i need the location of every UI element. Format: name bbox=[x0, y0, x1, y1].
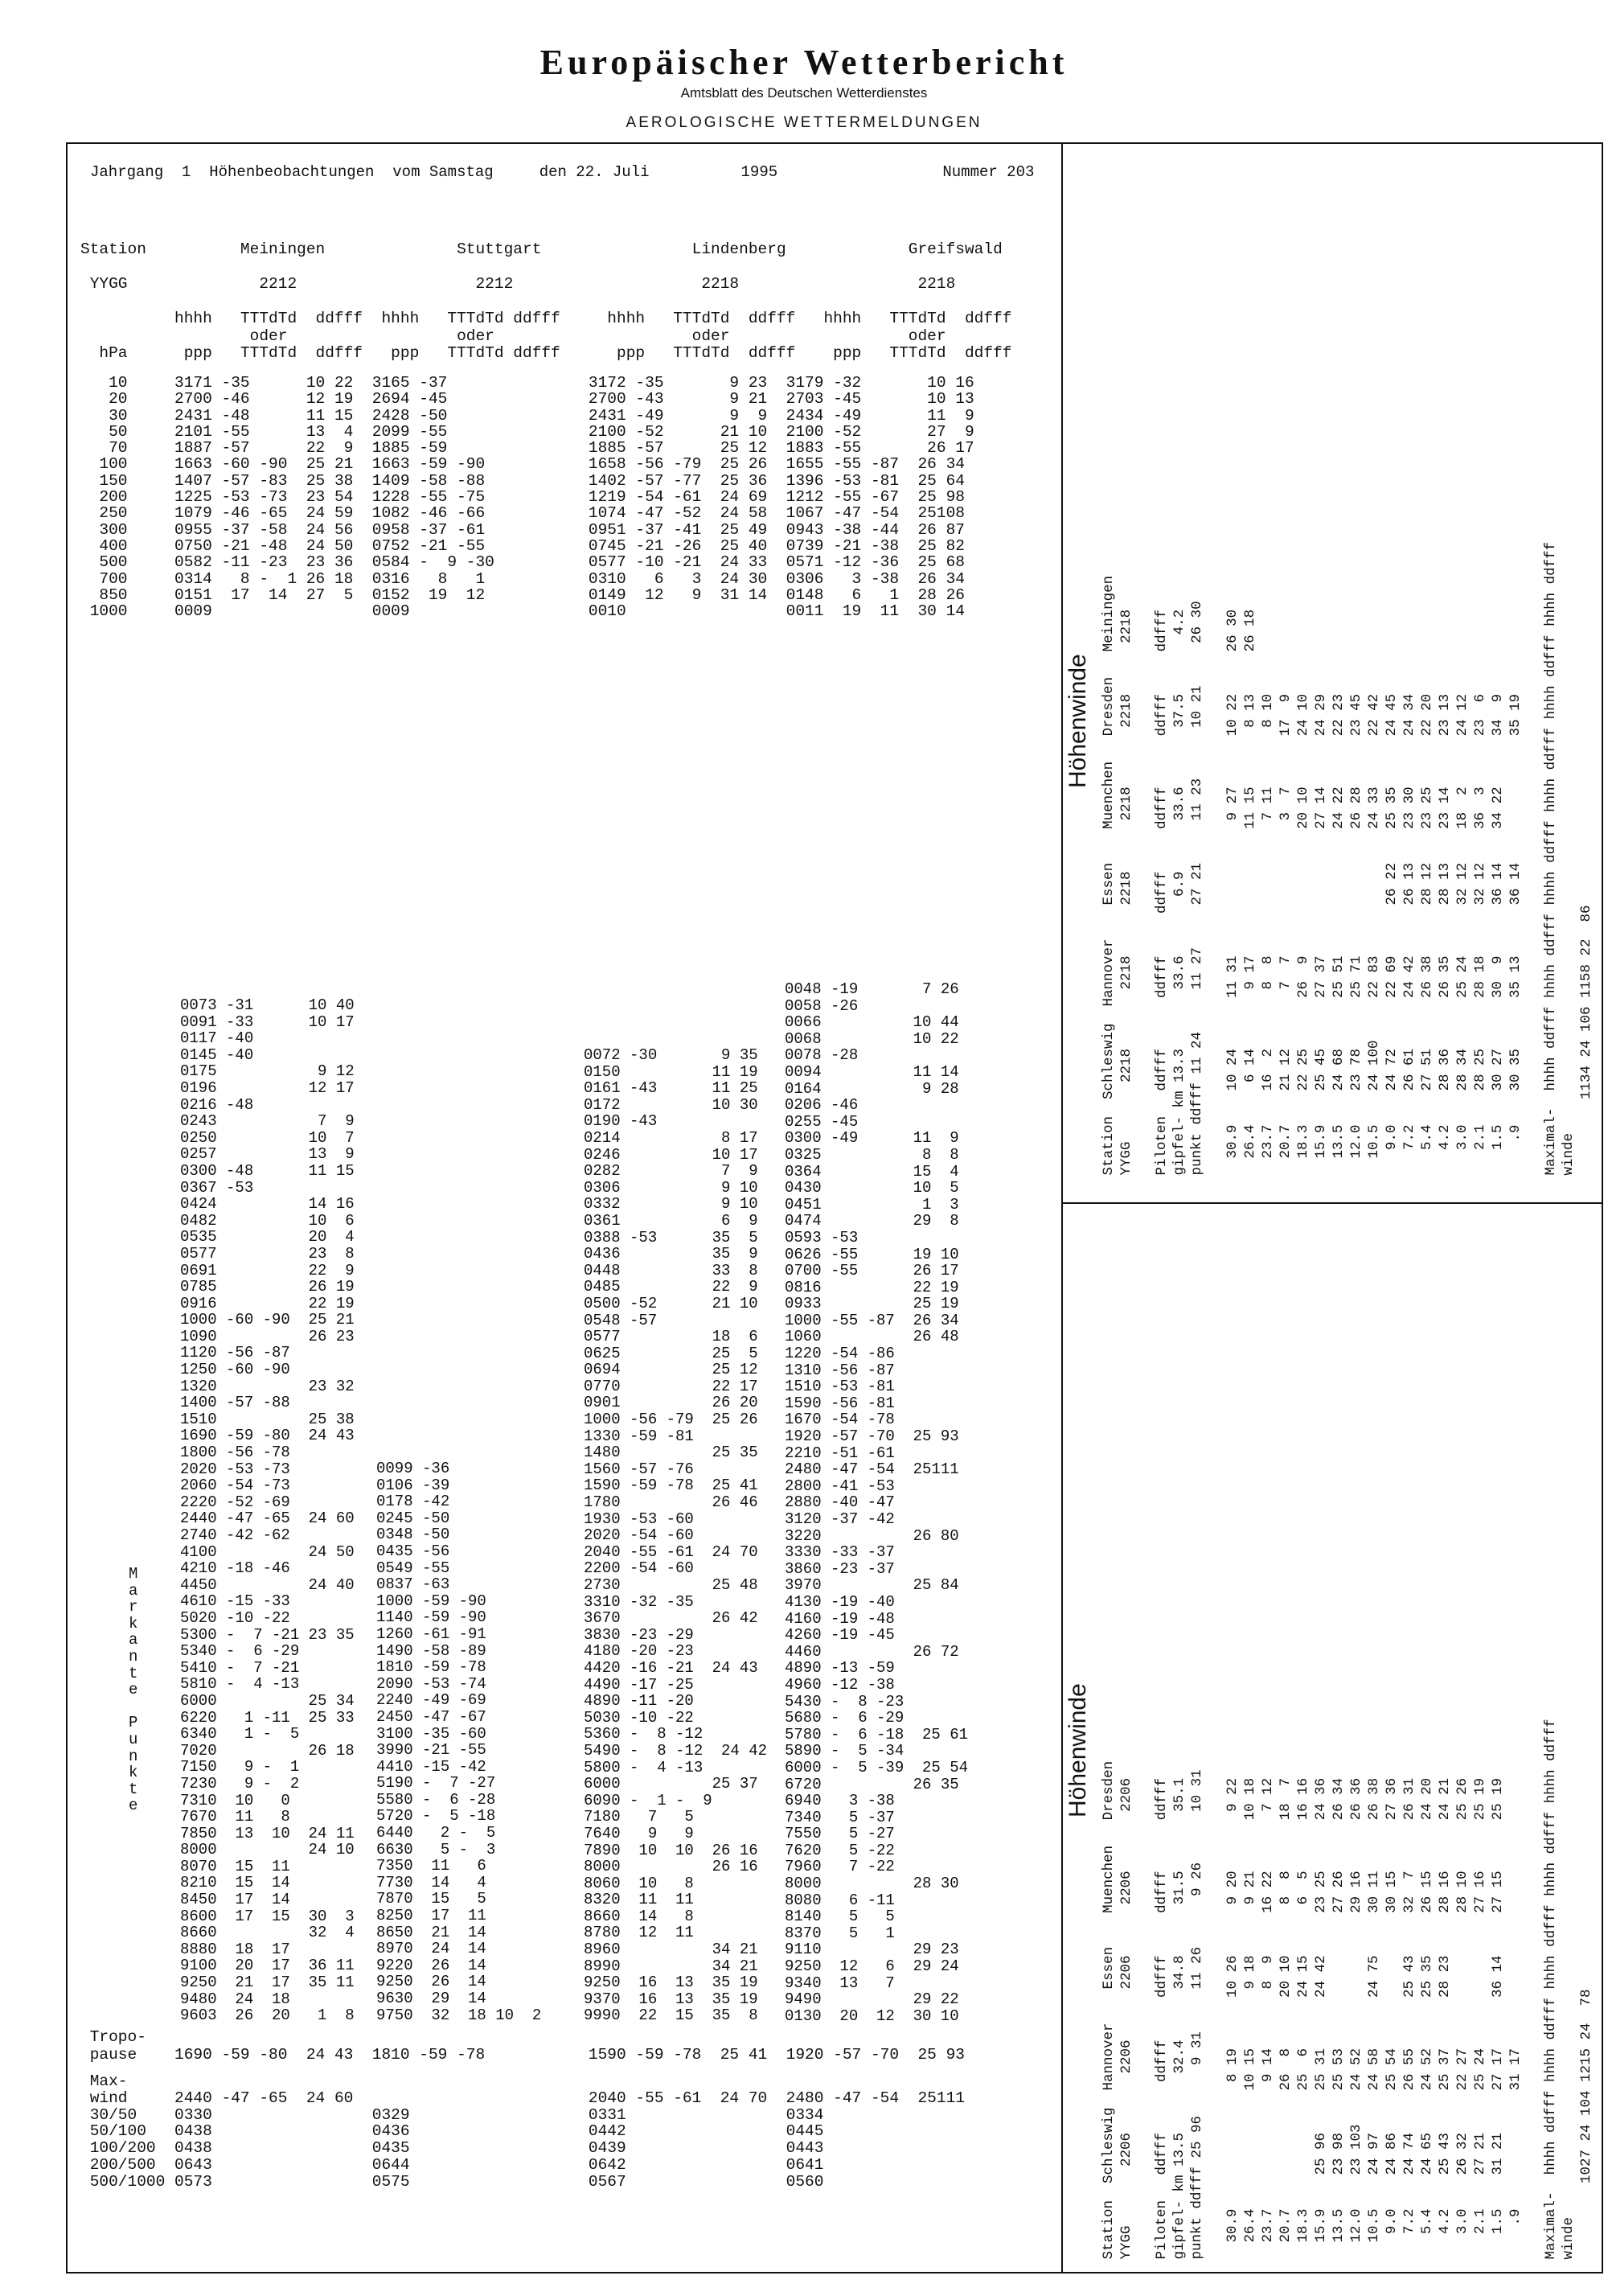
upper-winds-label-bottom: Höhenwinde bbox=[1064, 1683, 1091, 1817]
upper-winds-label-top: Höhenwinde bbox=[1064, 654, 1091, 788]
standard-levels: 10 3171 -35 10 22 3165 -37 3172 -35 9 23 3179 -32 10 16 20 2700 -46 12 19 2694 -45 2700 -43 9 21 2703 -45 10 13 30 2431 -48 11 15 2428 -50 2431 -49 9 9 2434 -49 11 9 50 2101 -55 13 4 2099 -55 2100 -52 21 10 2100 -52 27 9 70 1887 -57 22 9 1885 -59 1885 -57 25 12 1883 -55 26 17 100 1663 -60 -90 25 21 1663 -59 -90 1658 -56 -79 25 26 1655 -55 -87 26 34 150 1407 -57 -83 25 38 1409 -58 -88 1402 -57 -77 25 36 1396 -53 -81 25 64 200 1225 -53 -73 23 54 1228 -55 -75 1219 -54 -61 24 69 1212 -55 -67 25 98 250 1079 -46 -65 24 59 1082 -46 -66 1074 -47 -52 24 58 1067 -47 -54 25108 300 0955 -37 -58 24 56 0958 -37 -61 0951 -37 -41 25 49 0943 -38 -44 26 87 400 0750 -21 -48 24 50 0752 -21 -55 0745 -21 -26 25 40 0739 -21 -38 25 82 500 0582 -11 -23 23 36 0584 - 9 -30 0577 -10 -21 24 33 0571 -12 -36 25 68 700 0314 8 - 1 26 18 0316 8 1 0310 6 3 24 30 0306 3 -38 26 34 850 0151 17 14 27 5 0152 19 12 0149 12 9 31 14 0148 6 1 28 26 1000 0009 0009 0010 0011 19 11 30 14 bbox=[89, 374, 974, 621]
max-wind-rows: Max- wind 2440 -47 -65 24 60 2040 -55 -61 24 70 2480 -47 -54 25111 30/50 0330 0329 0331 0334 50/100 0438 0436 0442 0445 100/200 0438 0435 0439 0443 200/500 0643 0644 0642 0641 500/1000 0573 0575 0567 0560 bbox=[89, 2072, 965, 2191]
significant-points-label: M a r k a n t e P u n k t e bbox=[129, 1565, 138, 1815]
page-title: Europäischer Wetterbericht bbox=[539, 43, 1069, 82]
significant-points-greifswald: 0048 -19 7 26 0058 -26 0066 10 44 0068 10 22 0078 -28 0094 11 14 0164 9 28 0206 -46 0255 -45 0300 -49 11 9 0325 8 8 0364 15 4 0430 10 5 0451 1 3 0474 29 8 0593 -53 0626 -55 19 10 0700 -55 26 17 0816 22 19 0933 25 19 1000 -55 -87 26 34 1060 26 48 1220 -54 -86 1310 -56 -87 1510 -53 -81 1590 -56 -81 1670 -54 -78 1920 -57 -70 25 93 2210 -51 -61 2480 -47 -54 25111 2800 -41 -53 2880 -40 -47 3120 -37 -42 3220 26 80 3330 -33 -37 3860 -23 -37 3970 25 84 4130 -19 -40 4160 -19 -48 4260 -19 -45 4460 26 72 4890 -13 -59 4960 -12 -38 5430 - 8 -23 5680 - 6 -29 5780 - 6 -18 25 61 5890 - 5 -34 6000 - 5 -39 25 54 6720 26 35 6940 3 -38 7340 5 -37 7550 5 -27 7620 5 -22 7960 7 -22 8000 28 30 8080 6 -11 8140 5 5 8370 5 1 9110 29 23 9250 12 6 29 24 9340 13 7 9490 29 22 0130 20 12 30 10 bbox=[785, 980, 969, 2025]
divider-horizontal bbox=[1061, 1202, 1603, 1204]
upper-winds-table-bottom bbox=[1100, 1719, 1595, 2268]
divider-vertical bbox=[1061, 142, 1063, 2273]
upper-winds-table-top bbox=[1100, 542, 1595, 1184]
significant-points-lindenberg: 0072 -30 9 35 0150 11 19 0161 -43 11 25 0172 10 30 0190 -43 0214 8 17 0246 10 17 0282 7 9 0306 9 10 0332 9 10 0361 6 9 0388 -53 35 5 0436 35 9 0448 33 8 0485 22 9 0500 -52 21 10 0548 -57 0577 18 6 0625 25 5 0694 25 12 0770 22 17 0901 26 20 1000 -56 -79 25 26 1330 -59 -81 1480 25 35 1560 -57 -76 1590 -59 -78 25 41 1780 26 46 1930 -53 -60 2020 -54 -60 2040 -55 -61 24 70 2200 -54 -60 2730 25 48 3310 -32 -35 3670 26 42 3830 -23 -29 4180 -20 -23 4420 -16 -21 24 43 4490 -17 -25 4890 -11 -20 5030 -10 -22 5360 - 8 -12 5490 - 8 -12 24 42 5800 - 4 -13 6000 25 37 6090 - 1 - 9 7180 7 5 7640 9 9 7890 10 10 26 16 8000 26 16 8060 10 8 8320 11 11 8660 14 8 8780 12 11 8960 34 21 8990 34 21 9250 16 13 35 19 9370 16 13 35 19 9990 22 15 35 8 bbox=[584, 1046, 768, 2025]
upper-winds-top-text: Station Schleswig Hannover Essen Muenchen Dresden Meiningen YYGG 2218 2218 2218 2218 2218 2218 Piloten ddfff ddfff ddfff ddfff ddfff ddfff gipfel- km 13.3 33.6 6.9 33.6 37.5 4.2 punkt ddfff 11 24 11 27 27 21 11 23 10 21 26 30 30.9 10 24 11 31 9 27 10 22 26 30 26.4 6 14 9 17 11 15 8 13 26 18 23.7 16 2 8 8 7 11 8 10 20.7 21 12 7 7 3 7 17 9 18.3 22 25 26 9 20 10 24 10 15.9 25 45 27 37 27 14 24 29 13.5 24 68 25 51 24 22 22 23 12.0 23 78 25 71 26 28 23 45 10.5 24 100 22 83 24 33 22 42 9.0 24 72 22 69 26 22 25 35 24 45 7.2 26 61 24 42 26 13 23 30 24 34 5.4 27 51 26 38 28 12 23 25 22 20 4.2 28 36 26 35 28 13 23 14 23 13 3.0 28 34 25 24 32 12 18 2 24 12 2.1 28 25 28 18 32 12 36 3 23 6 1.5 30 27 30 9 36 14 34 22 34 9 .9 30 35 35 13 36 14 35 19 Maximal- hhhh ddfff hhhh ddfff hhhh ddfff hhhh ddfff hhhh ddfff hhhh ddfff winde 1134 24 106 1158 22 86 bbox=[1101, 541, 1594, 1176]
issue-line: Jahrgang 1 Höhenbeobachtungen vom Samstag den 22. Juli 1995 Nummer 203 bbox=[90, 163, 1035, 181]
significant-points-stuttgart: 0099 -36 0106 -39 0178 -42 0245 -50 0348 -50 0435 -56 0549 -55 0837 -63 1000 -59 -90 1140 -59 -90 1260 -61 -91 1490 -58 -89 1810 -59 -78 2090 -53 -74 2240 -49 -69 2450 -47 -67 3100 -35 -60 3990 -21 -55 4410 -15 -42 5190 - 7 -27 5580 - 6 -28 5720 - 5 -18 6440 2 - 5 6630 5 - 3 7350 11 6 7730 14 4 7870 15 5 8250 17 11 8650 21 14 8970 24 14 9220 26 14 9250 26 14 9630 29 14 9750 32 18 10 2 bbox=[376, 1460, 542, 2024]
tropopause-row: Tropo- pause 1690 -59 -80 24 43 1810 -59 -78 1590 -59 -78 25 41 1920 -57 -70 25 93 bbox=[89, 2028, 965, 2064]
subtitle: Amtsblatt des Deutschen Wetterdienstes bbox=[680, 85, 928, 101]
section-title: AEROLOGISCHE WETTERMELDUNGEN bbox=[626, 114, 982, 131]
upper-winds-bottom-text: Station Schleswig Hannover Essen Muenchen Dresden YYGG 2206 2206 2206 2206 2206 Piloten ddfff ddfff ddfff ddfff ddfff gipfel- km 13.5 32.4 34.8 31.5 35.1 punkt ddfff 25 96 9 31 11 26 9 26 10 31 30.9 8 19 10 26 9 20 9 22 26.4 10 15 9 18 9 21 10 18 23.7 9 14 8 9 16 22 7 12 20.7 26 8 20 10 8 8 18 7 18.3 25 6 24 15 6 5 16 16 15.9 25 96 25 31 24 42 23 25 24 36 13.5 23 98 25 53 27 26 26 34 12.0 23 103 24 52 29 16 26 36 10.5 24 97 24 58 24 75 30 11 26 38 9.0 24 86 25 54 30 15 27 36 7.2 24 74 26 55 25 43 32 7 26 31 5.4 24 65 24 52 25 35 26 15 24 20 4.2 25 43 25 37 28 23 28 16 24 21 3.0 26 32 22 27 28 10 25 26 2.1 27 21 25 24 27 16 25 19 1.5 31 21 27 17 36 14 27 15 25 19 .9 31 17 Maximal- hhhh ddfff hhhh ddfff hhhh ddfff hhhh ddfff hhhh ddfff winde 1027 24 104 1215 24 78 bbox=[1101, 1719, 1594, 2260]
significant-points-meiningen: 0073 -31 10 40 0091 -33 10 17 0117 -40 0145 -40 0175 9 12 0196 12 17 0216 -48 0243 7 9 0250 10 7 0257 13 9 0300 -48 11 15 0367 -53 0424 14 16 0482 10 6 0535 20 4 0577 23 8 0691 22 9 0785 26 19 0916 22 19 1000 -60 -90 25 21 1090 26 23 1120 -56 -87 1250 -60 -90 1320 23 32 1400 -57 -88 1510 25 38 1690 -59 -80 24 43 1800 -56 -78 2020 -53 -73 2060 -54 -73 2220 -52 -69 2440 -47 -65 24 60 2740 -42 -62 4100 24 50 4210 -18 -46 4450 24 40 4610 -15 -33 5020 -10 -22 5300 - 7 -21 23 35 5340 - 6 -29 5410 - 7 -21 5810 - 4 -13 6000 25 34 6220 1 -11 25 33 6340 1 - 5 7020 26 18 7150 9 - 1 7230 9 - 2 7310 10 0 7670 11 8 7850 13 10 24 11 8000 24 10 8070 15 11 8210 15 14 8450 17 14 8600 17 15 30 3 8660 32 4 8880 18 17 9100 20 17 36 11 9250 21 17 35 11 9480 24 18 9603 26 20 1 8 bbox=[180, 996, 355, 2025]
column-headers: Station Meiningen Stuttgart Lindenberg Greifswald YYGG 2212 2212 2218 2218 hhhh TTTdTd ddfff hhhh TTTdTd ddfff hhhh TTTdTd ddfff hhhh TTTdTd ddfff oder oder oder oder hPa ppp TTTdTd ddfff ppp TTTdTd ddfff ppp TTTdTd ddfff ppp TTTdTd ddfff bbox=[80, 240, 1012, 362]
